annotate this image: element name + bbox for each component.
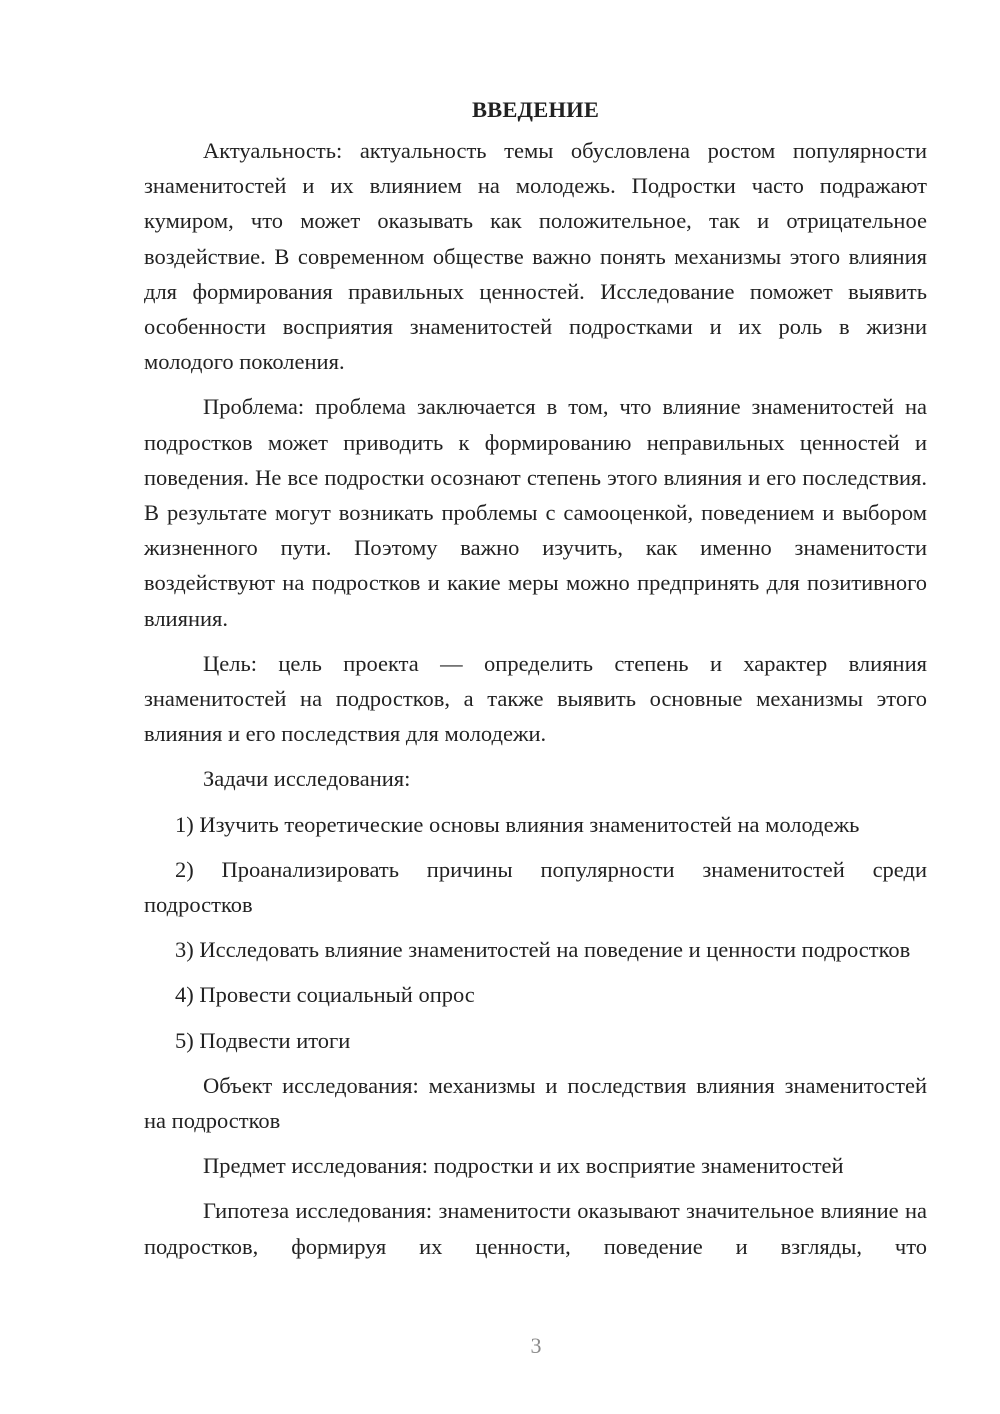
relevance-paragraph: Актуальность: актуальность темы обусловлена ростом популярности знаменитостей и их влиянием на молодежь. Подростки часто подражают кумиром, что может оказывать как положительное, так и отрицательное воздействие. В современном обществе важно понять механизмы этого влияния для формирования правильных ценностей. Исследование поможет выявить особенности восприятия знаменитостей подростками и их роль в жизни молодого поколения. <box>144 138 927 375</box>
goal-paragraph: Цель: цель проекта — определить степень и характер влияния знаменитостей на подростков, а также выявить основные механизмы этого влияния и его последствия для молодежи. <box>144 650 927 747</box>
section-title: ВВЕДЕНИЕ <box>471 97 600 122</box>
task-item-2: 2) Проанализировать причины популярности знаменитостей среди подростков <box>144 856 927 918</box>
task-item-5: 5) Подвести итоги <box>175 1027 351 1053</box>
tasks-heading: Задачи исследования: <box>203 766 411 792</box>
page-number: 3 <box>530 1333 542 1358</box>
task-item-1: 1) Изучить теоретические основы влияния знаменитостей на молодежь <box>175 811 860 837</box>
hypothesis-paragraph: Гипотеза исследования: знаменитости оказывают значительное влияние на подростков, формируя их ценности, поведение и взгляды, что <box>144 1198 927 1259</box>
subject-paragraph: Предмет исследования: подростки и их восприятие знаменитостей <box>203 1153 844 1179</box>
problem-paragraph: Проблема: проблема заключается в том, что влияние знаменитостей на подростков может приводить к формированию неправильных ценностей и поведения. Не все подростки осознают степень этого влияния и его последствия. В результате могут возникать проблемы с самооценкой, поведением и выбором жизненного пути. Поэтому важно изучить, как именно знаменитости воздействуют на подростков и какие меры можно предпринять для позитивного влияния. <box>144 394 927 631</box>
page-content <box>144 92 927 1274</box>
task-item-3: 3) Исследовать влияние знаменитостей на поведение и ценности подростков <box>175 937 911 963</box>
object-paragraph: Объект исследования: механизмы и последствия влияния знаменитостей на подростков <box>144 1072 927 1134</box>
task-item-4: 4) Провести социальный опрос <box>175 982 475 1008</box>
